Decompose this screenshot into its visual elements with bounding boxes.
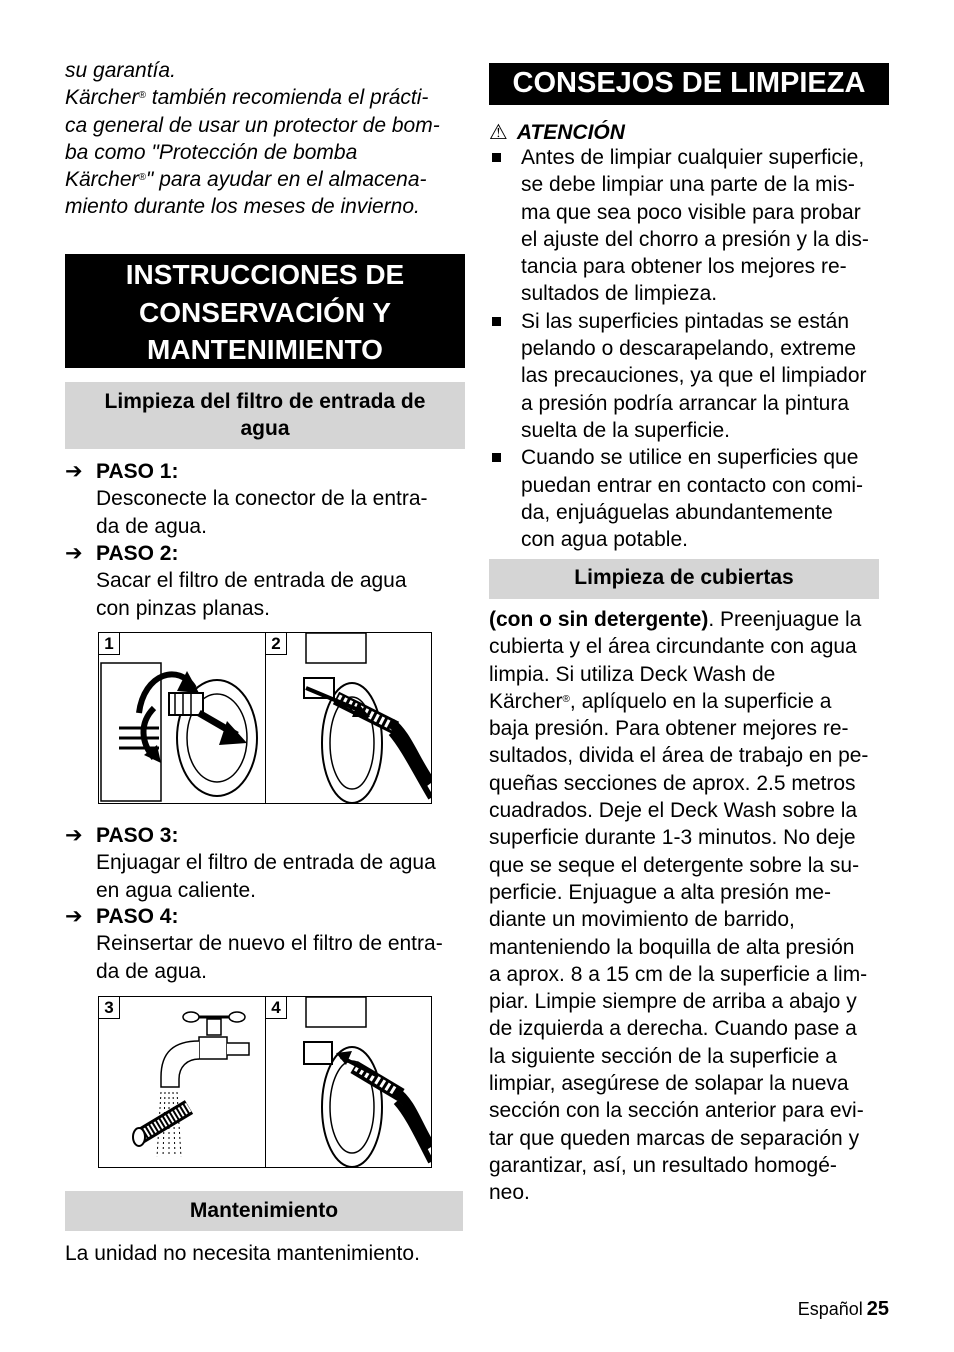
maintenance-heading: Mantenimiento: [65, 1191, 463, 1231]
figure-panel-2: [265, 633, 432, 803]
figure-panel-1: [99, 633, 265, 803]
step-text: Desconecte la conector de la entra-: [96, 487, 428, 511]
step-label: PASO 4:: [96, 905, 179, 928]
intro-line: Kärcher® también recomienda el prácti-: [65, 86, 429, 110]
figure-steps-1-2: [98, 632, 432, 804]
step-text: da de agua.: [96, 514, 207, 538]
bullet-square-icon: [492, 453, 501, 462]
page-footer: [798, 1296, 889, 1323]
reinsert-illustration: [266, 997, 432, 1167]
warning-label: ⚠ ATENCIÓN: [489, 119, 625, 146]
figure-number: 1: [99, 633, 120, 655]
step-label: PASO 3:: [96, 824, 179, 847]
filter-cleaning-heading: Limpieza del filtro de entrada de agua: [65, 382, 465, 449]
disconnect-illustration: [99, 633, 265, 803]
step-1: [65, 458, 465, 540]
intro-line: Kärcher®" para ayudar en el almacena-: [65, 168, 427, 192]
step-text: con pinzas planas.: [96, 596, 270, 620]
step-text: da de agua.: [96, 959, 207, 983]
figure-number: 3: [99, 997, 120, 1019]
arrow-right-icon: ➔: [65, 460, 83, 483]
registered-mark: ®: [138, 172, 146, 184]
maintenance-section-title: INSTRUCCIONES DE CONSERVACIÓN Y MANTENIMIENTO: [65, 254, 465, 368]
step-2: [65, 540, 465, 622]
step-text: en agua caliente.: [96, 878, 256, 902]
step-4: [65, 903, 465, 985]
step-3: [65, 822, 465, 904]
bullet-square-icon: [492, 317, 501, 326]
warning-bullet-list: [489, 144, 889, 553]
figure-steps-3-4: [98, 996, 432, 1168]
bullet-square-icon: [492, 153, 501, 162]
intro-line: su garantía.: [65, 59, 176, 82]
cleaning-tips-title: CONSEJOS DE LIMPIEZA: [489, 63, 889, 105]
registered-mark: ®: [138, 90, 146, 102]
figure-number: 4: [266, 997, 287, 1019]
intro-paragraph: [65, 57, 465, 221]
maintenance-text: La unidad no necesita mantenimiento.: [65, 1242, 420, 1265]
figure-panel-3: [99, 997, 265, 1167]
list-item: Cuando se utilice en superficies que puedan entrar en contacto con comi- da, enjuáguelas abundantemente con agua potable.: [489, 444, 889, 553]
step-text: Reinsertar de nuevo el filtro de entra-: [96, 932, 443, 956]
deck-cleaning-paragraph: (con o sin detergente). Preenjuague la cubierta y el área circundante con agua limpia. Si utiliza Deck Wash de Kärcher®, aplíquelo en la superficie a baja presión. Para obtener mejores re- sultados, divida el área de trabajo en pe- queñas secciones de aprox. 2.5 metros cuadrados. Deje el Deck Wash sobre la superficie durante 1-3 minutos. No deje que se seque el detergente sobre la su- perficie. Enjuague a alta presión me- diante un movimiento de barrido, manteniendo la boquilla de alta presión a aprox. 8 a 15 cm de la superficie a lim- piar. Limpie siempre de arriba a abajo y de izquierda a derecha. Cuando pase a la siguiente sección de la superficie a limpiar, asegúrese de solapar la nueva sección con la sección anterior para evi- tar que queden marcas de separación y garantizar, así, un resultado homogé- neo.: [489, 608, 869, 1205]
step-text: Enjuagar el filtro de entrada de agua: [96, 851, 436, 875]
page-number: 25: [866, 1298, 889, 1320]
registered-mark: ®: [562, 693, 570, 705]
arrow-right-icon: ➔: [65, 542, 83, 565]
faucet-illustration: [99, 997, 265, 1167]
figure-panel-4: [265, 997, 432, 1167]
deck-cleaning-heading: Limpieza de cubiertas: [489, 559, 879, 599]
list-item: Si las superficies pintadas se están pelando o descarapelando, extreme las precauciones, ya que el limpiador a presión podría arrancar la pintura suelta de la superficie.: [489, 308, 889, 444]
arrow-right-icon: ➔: [65, 905, 83, 928]
intro-line: miento durante los meses de invierno.: [65, 195, 420, 219]
arrow-right-icon: ➔: [65, 824, 83, 847]
step-label: PASO 1:: [96, 460, 179, 483]
step-label: PASO 2:: [96, 542, 179, 565]
intro-line: ba como "Protección de bomba: [65, 140, 358, 164]
pliers-illustration: [266, 633, 432, 803]
intro-line: ca general de usar un protector de bom-: [65, 113, 440, 137]
figure-number: 2: [266, 633, 287, 655]
footer-language: Español: [797, 1299, 863, 1319]
step-text: Sacar el filtro de entrada de agua: [96, 569, 407, 593]
warning-triangle-icon: ⚠: [489, 121, 508, 144]
deck-bold-intro: (con o sin detergente): [489, 608, 709, 631]
list-item: Antes de limpiar cualquier superficie, se debe limpiar una parte de la mis- ma que sea poco visible para probar el ajuste del chorro a presión y la dis- tancia para obtener los mejores re- sultados de limpieza.: [489, 144, 889, 308]
